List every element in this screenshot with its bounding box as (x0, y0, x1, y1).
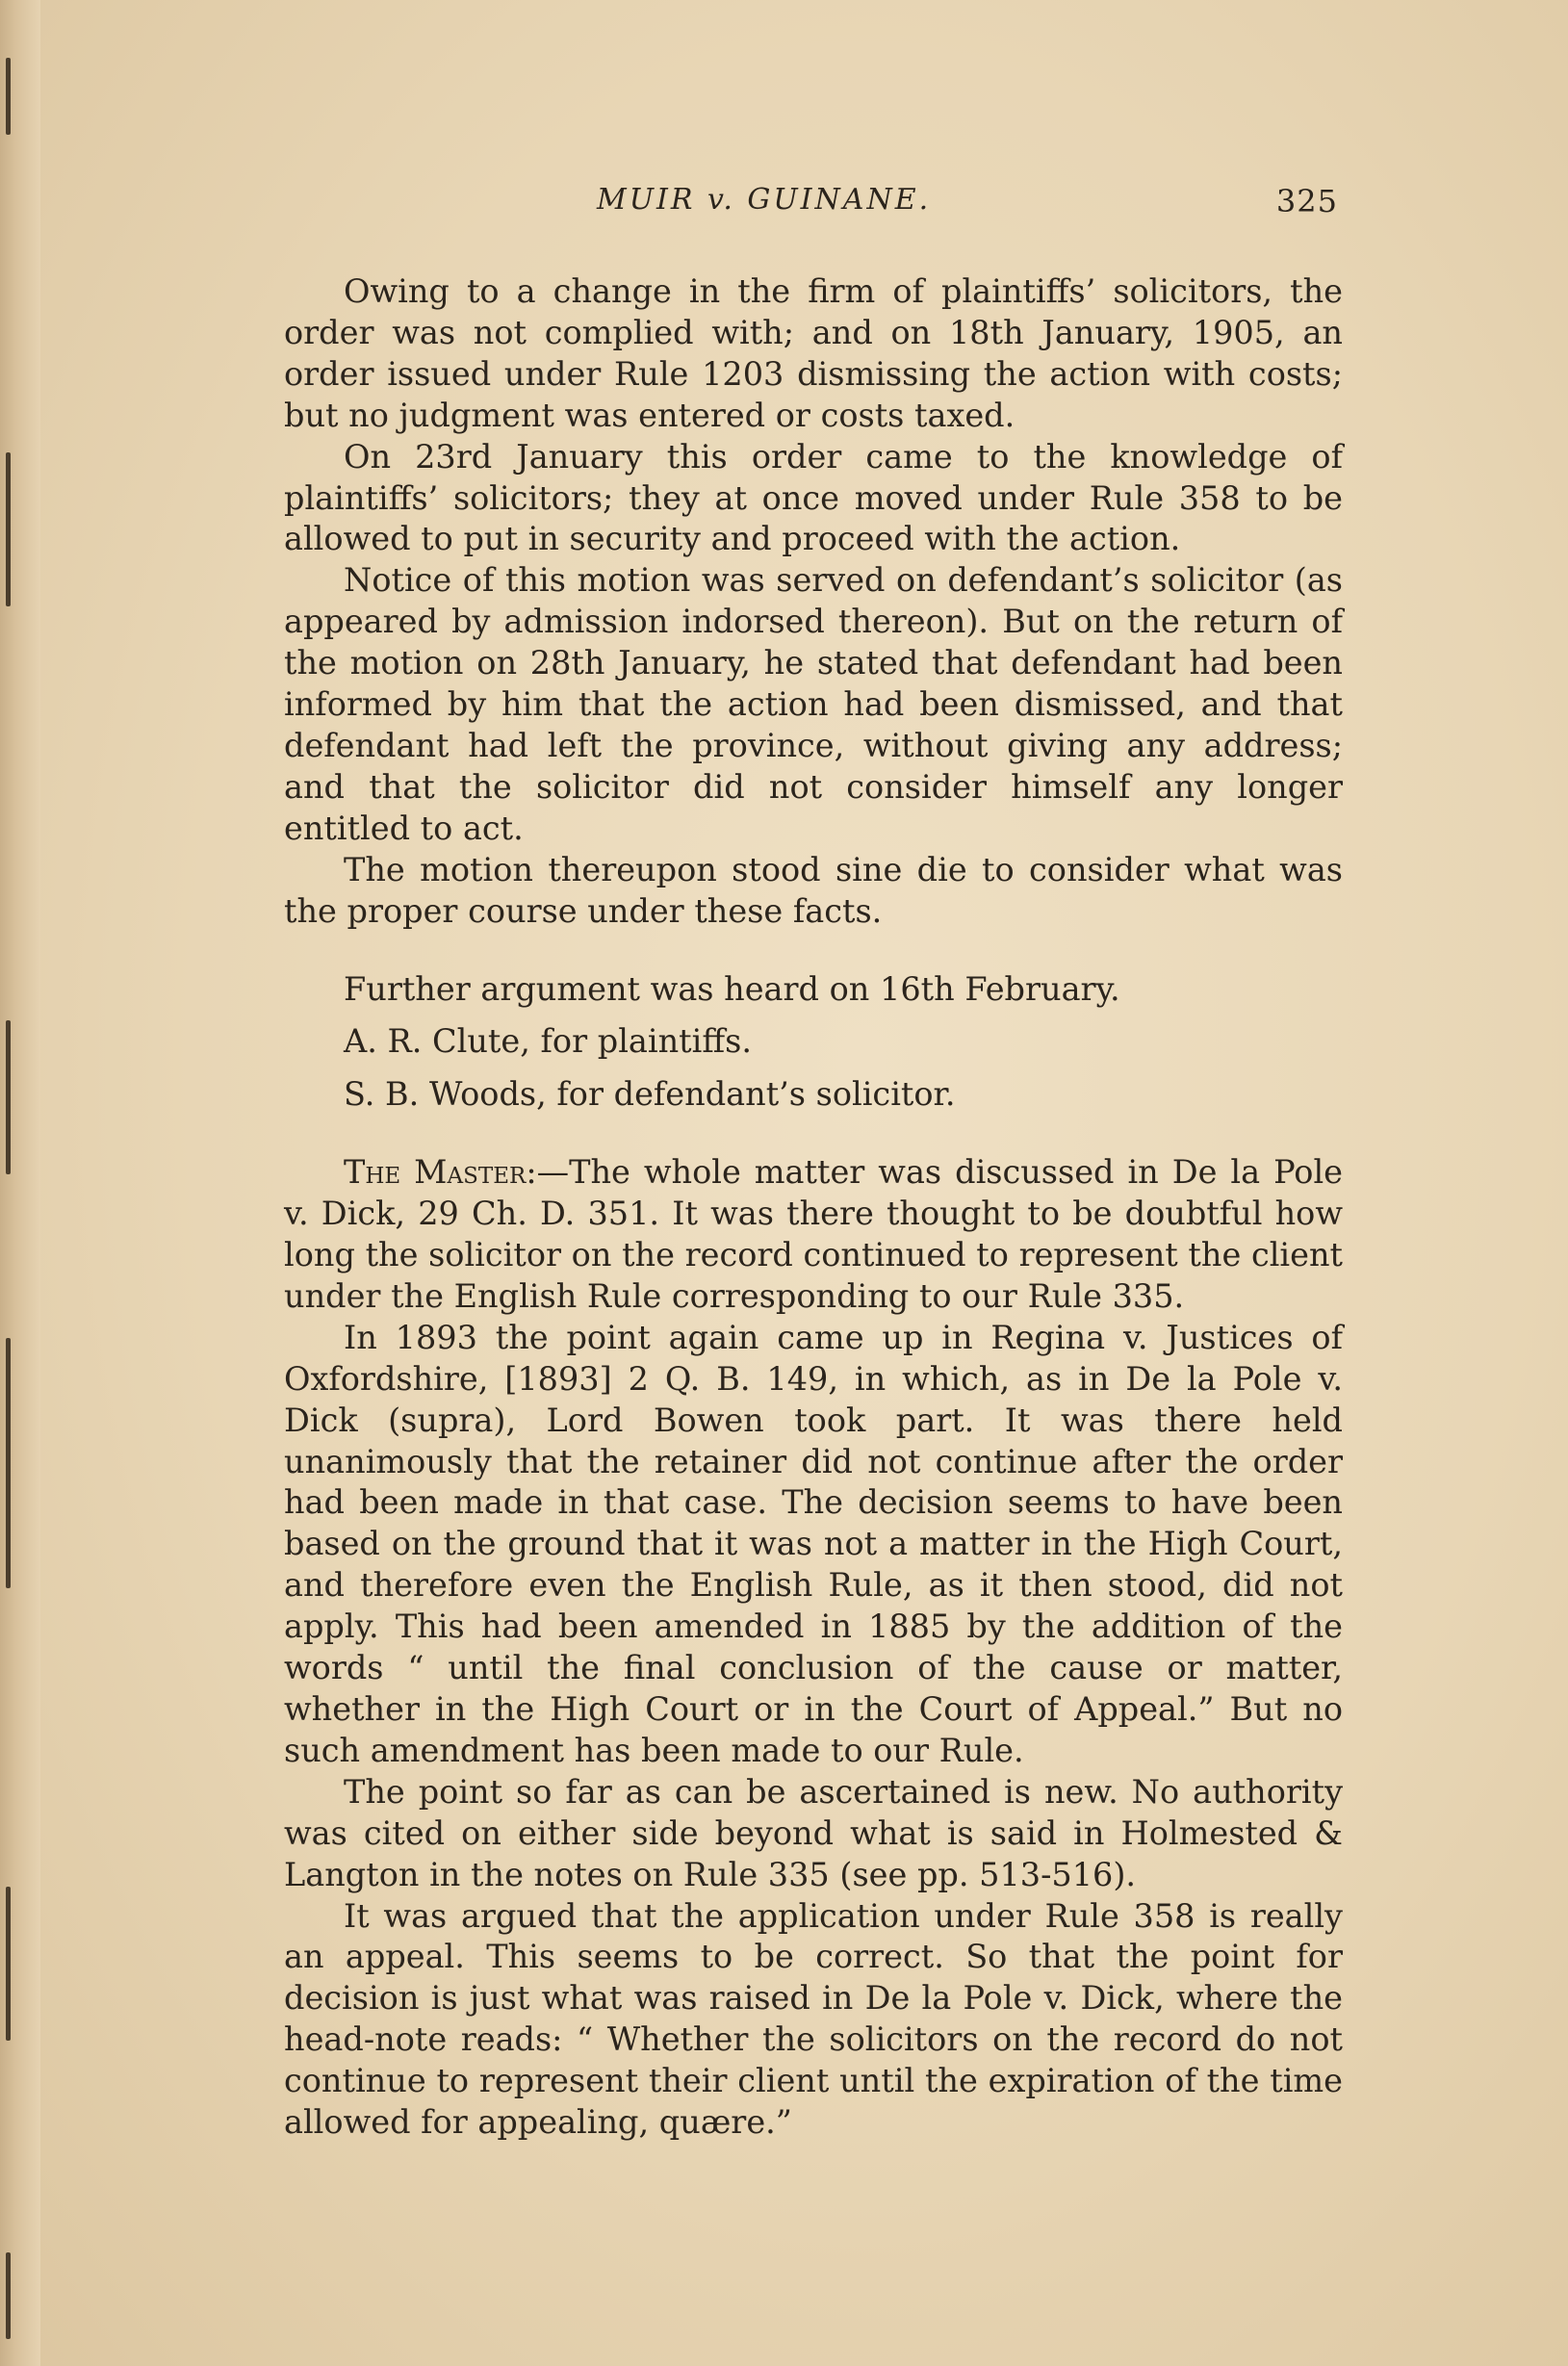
page-header (289, 183, 1338, 231)
running-head: MUIR v. GUINANE. (597, 183, 932, 217)
paragraph: Owing to a change in the firm of plaintiffs’ solicitors, the order was not complied with; and on 18th January, 1905, an order issued under Rule 1203 dismissing the action with costs; but no judgment was entered or costs taxed. (284, 272, 1343, 434)
page-body (284, 271, 1343, 2144)
spine-mark (6, 58, 11, 135)
counsel-line: A. R. Clute, for plaintiffs. (344, 1022, 752, 1061)
spine-mark (6, 1020, 11, 1174)
spine-mark (6, 452, 11, 606)
judgment-speaker: The Master (344, 1153, 527, 1192)
judgment-opening (284, 1152, 1343, 1318)
section-gap (284, 1063, 1343, 1074)
book-spine-edge (0, 0, 40, 2366)
judgment-paragraph: The point so far as can be ascertained is new. No authority was cited on either side beyond what is said in Holmested & Langton in the notes on Rule 335 (see pp. 513-516). (284, 1772, 1343, 1893)
counsel-line: S. B. Woods, for defendant’s solicitor. (344, 1075, 956, 1114)
section-gap (284, 1116, 1343, 1152)
argument-note: Further argument was heard on 16th February. (344, 969, 1120, 1008)
paragraph: The motion thereupon stood sine die to consider what was the proper course under these facts. (284, 850, 1343, 930)
spine-mark (6, 1887, 11, 2041)
paragraph: On 23rd January this order came to the knowledge of plaintiffs’ solicitors; they at once moved under Rule 358 to be allowed to put in security and proceed with the action. (284, 437, 1343, 558)
page-number: 325 (1275, 183, 1338, 219)
judgment-paragraph: In 1893 the point again came up in Regina v. Justices of Oxfordshire, [1893] 2 Q. B. 149, in which, as in De la Pole v. Dick (supra), Lord Bowen took part. It was there held unanimously that the retainer did not continue after the order had been made in that case. The decision seems to have been based on the ground that it was not a matter in the High Court, and therefore even the English Rule, as it then stood, did not apply. This had been amended in 1885 by the addition of the words “ until the final conclusion of the cause or matter, whether in the High Court or in the Court of Appeal.” But no such amendment has been made to our Rule. (284, 1318, 1343, 1769)
judgment-paragraph: It was argued that the application under Rule 358 is really an appeal. This seems to be correct. So that the point for decision is just what was raised in De la Pole v. Dick, where the head-note reads: “ Whether the solicitors on the record do not continue to represent their client until the expiration of the time allowed for appealing, quære.” (284, 1896, 1343, 2142)
judgment-opening-text: :—The whole matter was discussed in De la Pole v. Dick, 29 Ch. D. 351. It was there thought to be doubtful how long the solicitor on the record continued to represent the client under the English Rule corresponding to our Rule 335. (284, 1153, 1343, 1315)
paragraph: Notice of this motion was served on defendant’s solicitor (as appeared by admission indorsed thereon). But on the return of the motion on 28th January, he stated that defendant had been informed by him that the action had been dismissed, and that defendant had left the province, without giving any address; and that the solicitor did not consider himself any longer entitled to act. (284, 561, 1343, 847)
spine-mark (6, 2252, 11, 2339)
section-gap (284, 933, 1343, 969)
section-gap (284, 1010, 1343, 1021)
spine-mark (6, 1338, 11, 1588)
